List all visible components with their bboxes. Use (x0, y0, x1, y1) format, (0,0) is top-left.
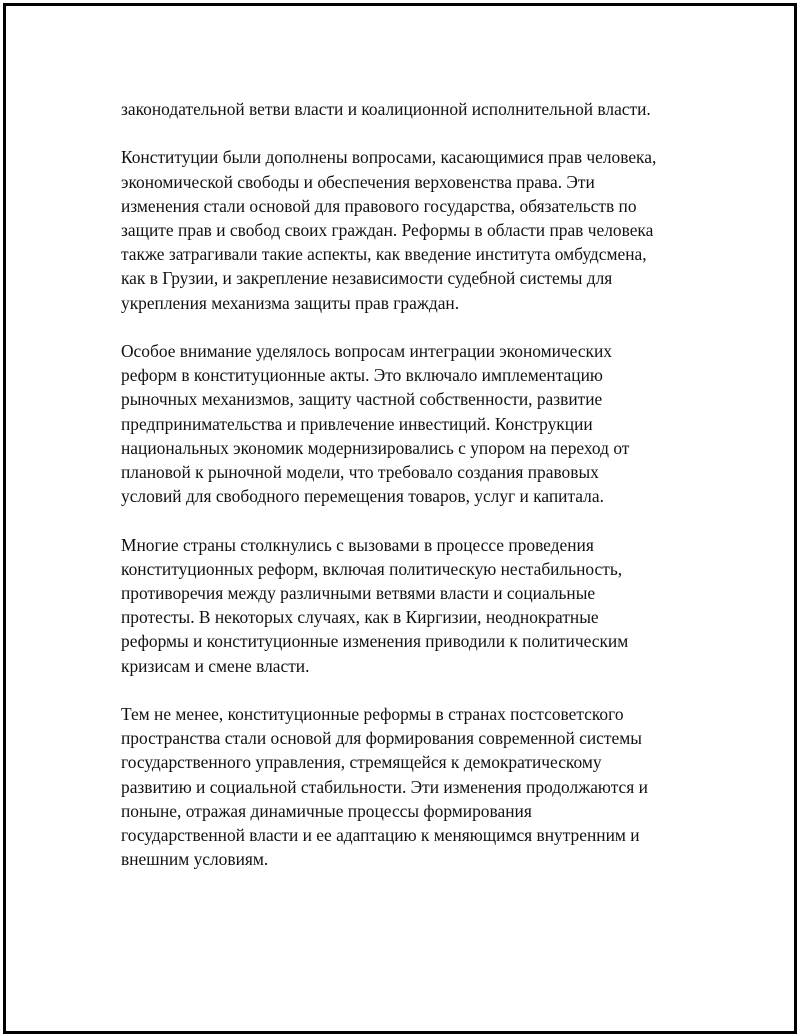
text-line: Особое внимание уделялось вопросам интеграции экономических (121, 341, 612, 361)
text-line: изменения стали основой для правового государства, обязательств по (121, 195, 637, 216)
text-line: плановой к рыночной модели, что требовало создания правовых (121, 462, 599, 483)
text-line: поныне, отражая динамичные процессы формирования (121, 800, 532, 821)
document-body (121, 97, 721, 896)
text-line: условий для свободного перемещения товаров, услуг и капитала. (121, 486, 604, 507)
text-line: государственного управления, стремящейся к демократическому (121, 752, 602, 773)
document-page (3, 3, 797, 1034)
text-line: экономической свободы и обеспечения верховенства права. Эти (121, 171, 595, 192)
text-line: государственной власти и ее адаптацию к меняющимся внутренним и (121, 825, 640, 846)
text-line: развитию и социальной стабильности. Эти изменения продолжаются и (121, 776, 648, 797)
text-line: также затрагивали такие аспекты, как введение института омбудсмена, (121, 244, 647, 265)
text-line: внешним условиям. (121, 849, 269, 870)
text-line: Конституции были дополнены вопросами, касающимися прав человека, (121, 147, 657, 168)
text-line: протесты. В некоторых случаях, как в Киргизии, неоднократные (121, 607, 599, 628)
paragraph-2 (121, 145, 721, 314)
text-line: реформ в конституционные акты. Это включало имплементацию (121, 365, 603, 386)
text-line: реформы и конституционные изменения приводили к политическим (121, 631, 629, 652)
text-line: пространства стали основой для формирования современной системы (121, 728, 642, 749)
text-line: Многие страны столкнулись с вызовами в процессе проведения (121, 534, 594, 555)
paragraph-3 (121, 339, 721, 508)
text-line: конституционных реформ, включая политическую нестабильность, (121, 558, 623, 579)
text-line: Тем не менее, конституционные реформы в странах постсоветского (121, 704, 624, 725)
text-line: национальных экономик модернизировались с упором на переход от (121, 437, 630, 458)
text-line: предпринимательства и привлечение инвестиций. Конструкции (121, 413, 593, 434)
text-line: противоречия между различными ветвями власти и социальные (121, 583, 596, 604)
text-line: кризисам и смене власти. (121, 655, 310, 676)
text-line: укрепления механизма защиты прав граждан. (121, 292, 460, 313)
text-line: законодательной ветви власти и коалиционной исполнительной власти. (121, 99, 651, 119)
paragraph-5 (121, 702, 721, 871)
text-line: рыночных механизмов, защиту частной собственности, развитие (121, 389, 603, 410)
paragraph-4 (121, 533, 721, 678)
text-line: как в Грузии, и закрепление независимости судебной системы для (121, 268, 613, 289)
paragraph-1 (121, 97, 721, 121)
text-line: защите прав и свобод своих граждан. Реформы в области прав человека (121, 220, 654, 240)
